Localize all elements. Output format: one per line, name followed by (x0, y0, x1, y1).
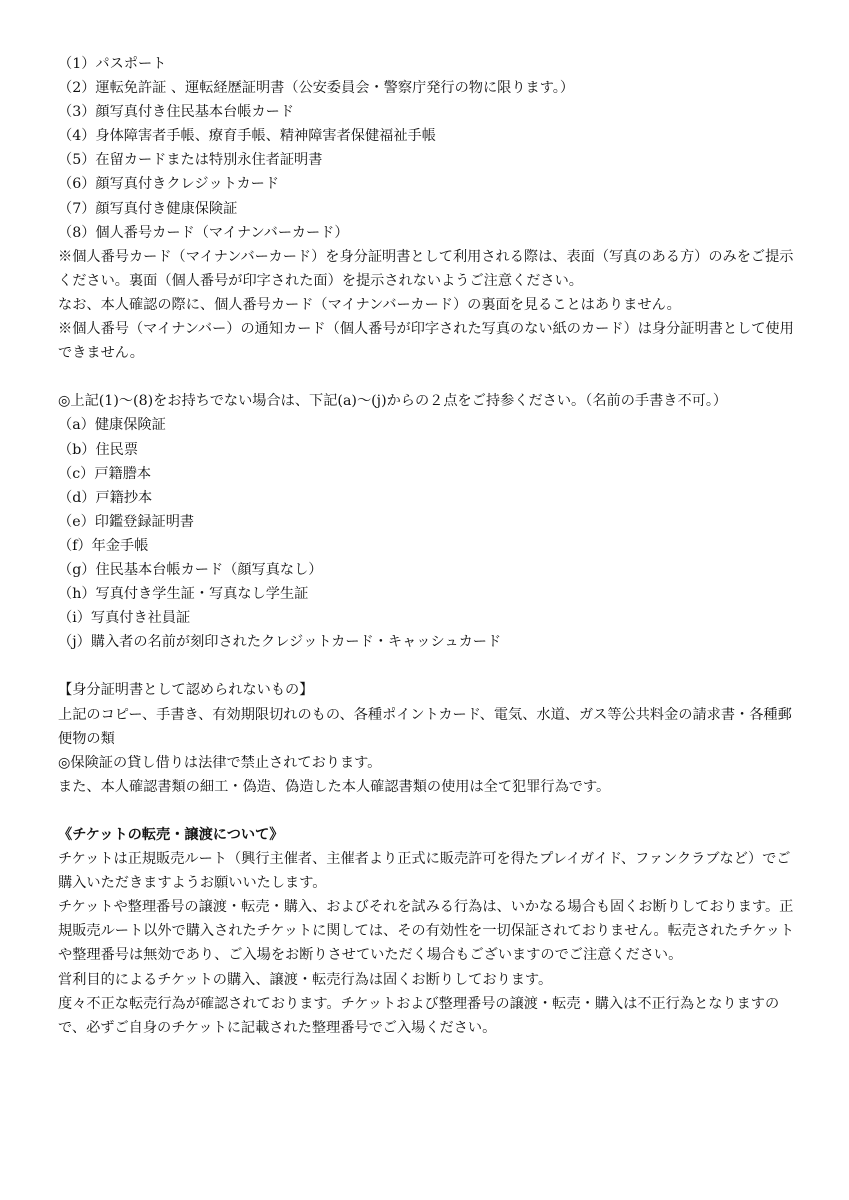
id-item-5: （5）在留カードまたは特別永住者証明書 (58, 152, 323, 169)
alt-item-a: （a）健康保険証 (58, 417, 166, 434)
id-item-8: （8）個人番号カード（マイナンバーカード） (58, 224, 349, 241)
id-item-2: （2）運転免許証 、運転経歴証明書（公安委員会・警察庁発行の物に限ります。） (58, 80, 575, 97)
alternative-intro: ◎上記(1)～(8)をお持ちでない場合は、下記(a)～(j)からの２点をご持参ください。（名前の手書き不可。） (58, 393, 728, 410)
invalid-id-heading: 【身分証明書として認められないもの】 (58, 682, 314, 699)
mynumber-note-1: ※個人番号カード（マイナンバーカード）を身分証明書として利用される際は、表面（写真のある方）のみをご提示ください。裏面（個人番号が印字された面）を提示されないようご注意ください。 (58, 248, 794, 289)
alt-item-c: （c）戸籍謄本 (58, 465, 152, 482)
invalid-id-text: 上記のコピー、手書き、有効期限切れのもの、各種ポイントカード、電気、水道、ガス等公共料金の請求書・各種郵便物の類 (58, 706, 792, 747)
id-item-3: （3）顔写真付き住民基本台帳カード (58, 104, 295, 121)
id-item-4: （4）身体障害者手帳、療育手帳、精神障害者保健福祉手帳 (58, 128, 436, 145)
mynumber-note-3: ※個人番号（マイナンバー）の通知カード（個人番号が印字された写真のない紙のカード）は身分証明書として使用できません。 (58, 321, 794, 362)
resale-heading: 《チケットの転売・譲渡について》 (58, 827, 284, 843)
resale-paragraph-1: チケットは正規販売ルート（興行主催者、主催者より正式に販売許可を得たプレイガイド、ファンクラブなど）でご購入いただきますようお願いいたします。 (58, 851, 791, 892)
document-page (58, 52, 798, 1040)
alt-item-e: （e）印鑑登録証明書 (58, 513, 195, 530)
mynumber-note-2: なお、本人確認の際に、個人番号カード（マイナンバーカード）の裏面を見ることはありません。 (58, 296, 681, 313)
spacer (58, 799, 798, 823)
alt-item-j: （j）購入者の名前が刻印されたクレジットカード・キャッシュカード (58, 634, 502, 651)
alt-item-d: （d）戸籍抄本 (58, 489, 153, 506)
insurance-note: ◎保険証の貸し借りは法律で禁止されております。 (58, 754, 382, 771)
id-item-1: （1）パスポート (58, 56, 167, 72)
id-item-6: （6）顔写真付きクレジットカード (58, 176, 280, 193)
resale-paragraph-4: 度々不正な転売行為が確認されております。チケットおよび整理番号の譲渡・転売・購入は不正行為となりますので、必ずご自身のチケットに記載された整理番号でご入場ください。 (58, 995, 780, 1036)
alt-item-f: （f）年金手帳 (58, 537, 149, 554)
alt-item-i: （i）写真付き社員証 (58, 610, 191, 627)
alt-item-g: （g）住民基本台帳カード（顔写真なし） (58, 561, 323, 578)
spacer (58, 365, 798, 389)
alt-item-h: （h）写真付き学生証・写真なし学生証 (58, 586, 309, 603)
spacer (58, 654, 798, 678)
resale-paragraph-2: チケットや整理番号の譲渡・転売・購入、およびそれを試みる行為は、いかなる場合も固くお断りしております。正規販売ルート以外で購入されたチケットに関しては、その有効性を一切保証されておりません。転売されたチケットや整理番号は無効であり、ご入場をお断りさせていただく場合もございますのでご注意ください。 (58, 899, 795, 964)
resale-paragraph-3: 営利目的によるチケットの購入、譲渡・転売行為は固くお断りしております。 (58, 971, 553, 988)
id-item-7: （7）顔写真付き健康保険証 (58, 200, 238, 217)
forgery-note: また、本人確認書類の細工・偽造、偽造した本人確認書類の使用は全て犯罪行為です。 (58, 778, 611, 795)
alt-item-b: （b）住民票 (58, 441, 139, 458)
